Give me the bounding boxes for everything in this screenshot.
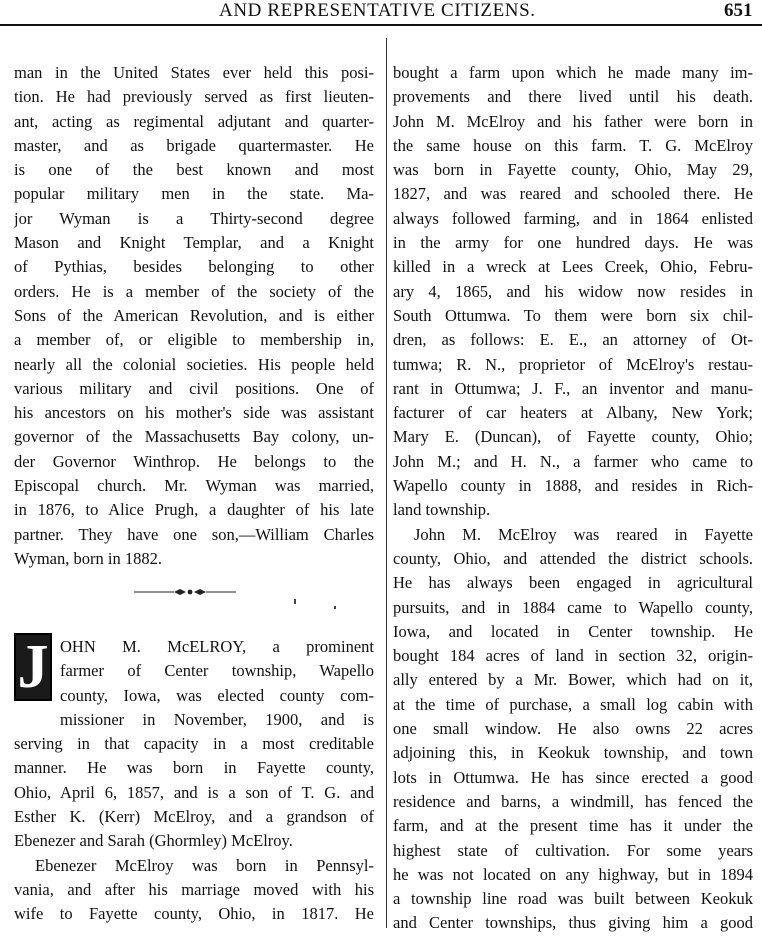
text-line: jor Wyman is a Thirty-second degree (14, 208, 374, 228)
text-line: the same house on this farm. T. G. McElroy (393, 135, 753, 155)
text-line: a township line road was built between Keokuk (393, 889, 753, 909)
text-line: popular military men in the state. Ma- (14, 184, 374, 204)
text-line: Episcopal church. Mr. Wyman was married, (14, 476, 374, 496)
text-line: der Governor Winthrop. He belongs to the (14, 451, 374, 471)
text-line: and Center townships, thus giving him a good (393, 913, 753, 933)
text-line: tumwa; R. N., proprietor of McElroy's restau- (393, 354, 753, 374)
text-line: a member of, or eligible to membership in, (14, 330, 374, 350)
running-head: AND REPRESENTATIVE CITIZENS. (219, 0, 536, 21)
text-line: of Pythias, besides belonging to other (14, 257, 374, 277)
text-line: residence and barns, a windmill, has fenced the (393, 791, 753, 811)
text-line: Wapello county in 1888, and resides in Rich- (393, 476, 753, 496)
text-line: missioner in November, 1900, and is (60, 709, 374, 729)
text-line: serving in that capacity in a most creditable (14, 734, 374, 754)
page-header (0, 0, 762, 28)
text-line: one small window. He also owns 22 acres (393, 719, 753, 739)
text-line: county, Ohio, and attended the district schools. (393, 548, 753, 568)
text-line: Wyman, born in 1882. (14, 548, 162, 568)
text-line: manner. He was born in Fayette county, (14, 758, 374, 778)
text-line: pursuits, and in 1884 came to Wapello county, (393, 597, 753, 617)
text-line: provements and there lived until his death. (393, 87, 753, 107)
text-line: governor of the Massachusetts Bay colony, un- (14, 427, 374, 447)
text-line: was born in Fayette county, Ohio, May 29, (393, 160, 753, 180)
text-line: master, and as brigade quartermaster. He (14, 135, 374, 155)
text-line: county, Iowa, was elected county com- (60, 685, 374, 705)
text-line: Ebenezer McElroy was born in Pennsyl- (35, 855, 374, 875)
print-speck (294, 599, 296, 604)
text-line: bought a farm upon which he made many im- (393, 63, 753, 82)
text-line: in 1876, to Alice Prugh, a daughter of his late (14, 500, 374, 520)
text-line: bought 184 acres of land in section 32, origin- (393, 646, 753, 666)
text-line: lots in Ottumwa. He has since erected a good (393, 767, 753, 787)
text-line: man in the United States ever held this posi- (14, 63, 374, 82)
text-line: South Ottumwa. To them were born six chil- (393, 305, 753, 325)
text-line: Iowa, and located in Center township. He (393, 621, 753, 641)
right-column (393, 61, 753, 936)
text-line: Ebenezer and Sarah (Ghormley) McElroy. (14, 831, 293, 851)
text-line: in the army for one hundred days. He was (393, 233, 753, 253)
text-line: Sons of the American Revolution, and is either (14, 305, 374, 325)
text-line: 1827, and was reared and schooled there. He (393, 184, 753, 204)
text-line: vania, and after his marriage moved with his (14, 879, 374, 899)
text-line: ant, acting as regimental adjutant and quarter- (14, 111, 374, 131)
text-line: ary 4, 1865, and his widow now resides in (393, 281, 753, 301)
text-line: John M. McElroy was reared in Fayette (414, 524, 753, 544)
text-line: adjoining this, in Keokuk township, and town (393, 743, 753, 763)
text-line: Ohio, April 6, 1857, and is a son of T. G. and (14, 782, 374, 802)
text-line: Mary E. (Duncan), of Fayette county, Ohio; (393, 427, 753, 447)
text-line: always followed farming, and in 1864 enlisted (393, 208, 753, 228)
text-line: dren, as follows: E. E., an attorney of Ot- (393, 330, 753, 350)
text-line: farmer of Center township, Wapello (60, 661, 374, 681)
text-line: OHN M. McELROY, a prominent (60, 637, 374, 656)
text-line: tion. He had previously served as first lieuten- (14, 87, 374, 107)
text-line: rant in Ottumwa; J. F., an inventor and manu- (393, 378, 753, 398)
text-line: his ancestors on his mother's side was assistant (14, 403, 374, 423)
text-line: various military and civil positions. One of (14, 378, 374, 398)
page-number: 651 (724, 0, 753, 21)
text-line: wife to Fayette county, Ohio, in 1817. He (14, 904, 374, 924)
text-line: facturer of car heaters at Albany, New York; (393, 403, 753, 423)
text-line: He has always been engaged in agricultural (393, 573, 753, 593)
left-column-bottom (14, 635, 374, 927)
print-speck (334, 606, 336, 609)
text-line: at the time of purchase, a small log cabin with (393, 694, 753, 714)
text-line: he was not located on any highway, but in 1894 (393, 864, 753, 884)
text-line: killed in a wreck at Lees Creek, Ohio, Febru- (393, 257, 753, 277)
left-column-top (14, 61, 374, 571)
text-line: farm, and at the present time has it under the (393, 816, 753, 836)
text-line: highest state of cultivation. For some years (393, 840, 753, 860)
text-line: orders. He is a member of the society of the (14, 281, 374, 301)
text-line: partner. They have one son,—William Charles (14, 524, 374, 544)
column-divider (386, 38, 387, 928)
header-rule (0, 24, 762, 26)
text-line: John M.; and H. N., a farmer who came to (393, 451, 753, 471)
section-ornament (134, 585, 236, 599)
text-line: nearly all the colonial societies. His people held (14, 354, 374, 374)
drop-cap-letter: J (17, 633, 49, 701)
text-line: Esther K. (Kerr) McElroy, and a grandson of (14, 807, 374, 827)
text-line: John M. McElroy and his father were born in (393, 111, 753, 131)
text-line: land township. (393, 500, 491, 520)
text-line: ally entered by a Mr. Bower, which had on it, (393, 670, 753, 690)
text-line: is one of the best known and most (14, 160, 374, 180)
text-line: Mason and Knight Templar, and a Knight (14, 233, 374, 253)
